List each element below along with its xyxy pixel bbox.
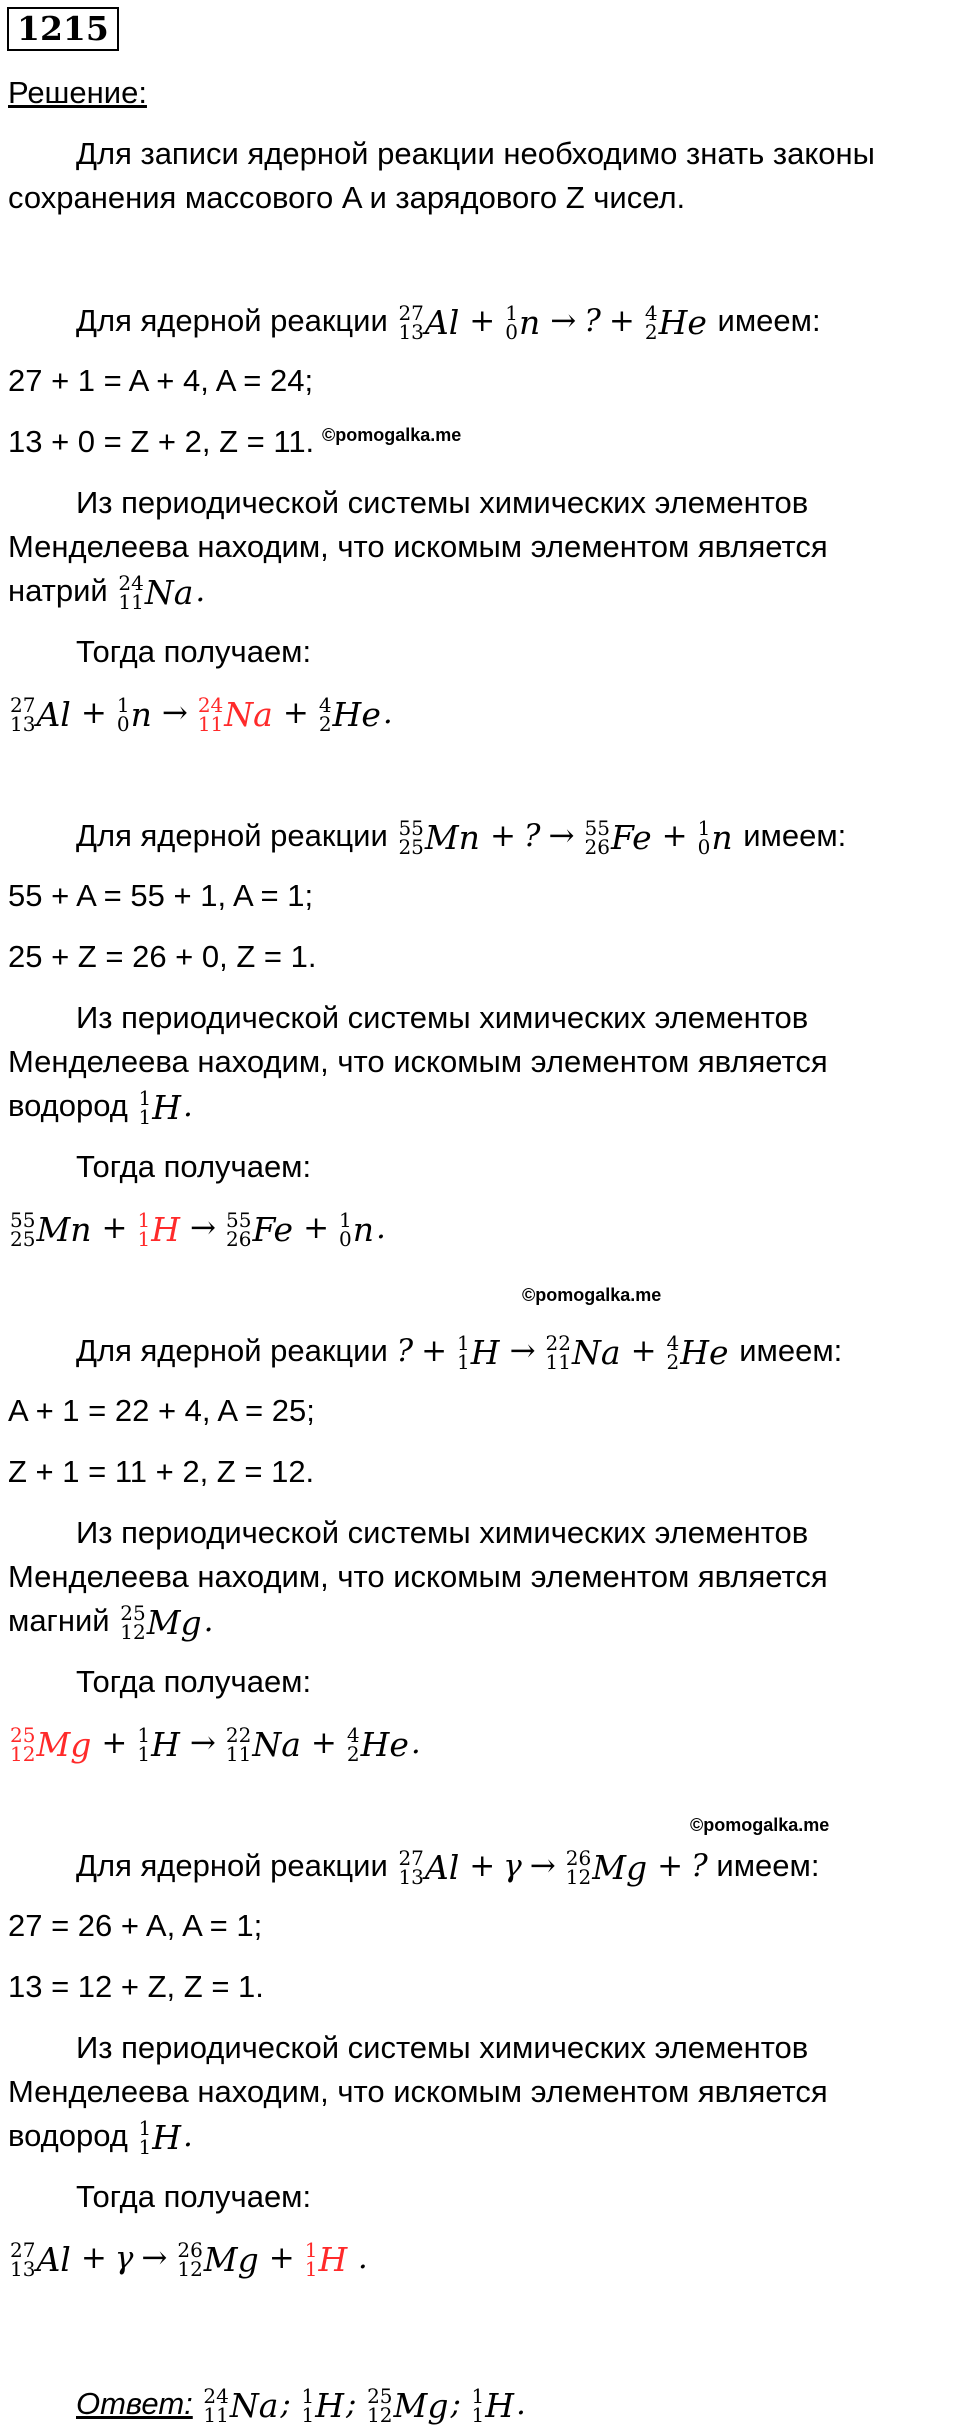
mass-number: 1	[137, 1207, 151, 1232]
mass-number: 26	[565, 1845, 592, 1870]
reaction-2-periodic-1: Из периодической системы химических элементов	[76, 1000, 809, 1035]
atomic-number: 1	[304, 2256, 318, 2281]
element-symbol: Na	[572, 1332, 621, 1372]
reaction-4-charge-equation: 13 = 12 + Z, Z = 1.	[8, 1969, 264, 2004]
atomic-number: 26	[225, 1226, 252, 1251]
nuclide-mn	[10, 1207, 92, 1251]
nuclide-n	[339, 1207, 374, 1251]
reaction-2-charge-equation: 25 + Z = 26 + 0, Z = 1.	[8, 939, 317, 974]
math-symbol: .	[203, 1603, 214, 1639]
element-symbol: H	[151, 1209, 180, 1249]
element-symbol: H	[315, 2385, 344, 2425]
mass-number: 27	[398, 300, 424, 325]
reaction-1-periodic-2: Менделеева находим, что искомым элементом является	[8, 529, 828, 564]
atomic-number: 12	[565, 1864, 592, 1889]
mass-number: 1	[697, 815, 711, 840]
element-symbol: Na	[229, 2385, 279, 2425]
nuclide-he	[319, 692, 381, 736]
mass-number: 55	[584, 815, 610, 840]
math-symbol: +	[661, 818, 688, 854]
nuclide-h	[137, 1722, 180, 1766]
math-symbol: γ	[114, 2240, 134, 2276]
element-symbol: Fe	[252, 1209, 294, 1249]
nuclide-h	[139, 1085, 182, 1129]
element-symbol: Na	[144, 572, 194, 612]
nuclide-fe	[226, 1207, 293, 1251]
math-symbol: +	[469, 303, 496, 339]
math-symbol: +	[282, 695, 309, 731]
math-symbol: ?	[584, 303, 601, 339]
element-symbol: n	[352, 1209, 375, 1249]
element-symbol: Mg	[393, 2385, 449, 2425]
nuclide-na22	[226, 1722, 301, 1766]
element-name: водород	[8, 2118, 128, 2153]
reaction-2-result	[8, 1207, 386, 1251]
statement-label: Для ядерной реакции	[76, 1848, 388, 1883]
nuclide-he	[667, 1330, 729, 1374]
nuclide-al	[10, 2237, 71, 2281]
nuclide-mg25	[10, 1722, 91, 1766]
statement-label: Для ядерной реакции	[76, 818, 388, 853]
element-symbol: H	[470, 1332, 500, 1372]
nuclide-fe	[585, 815, 652, 859]
element-symbol: He	[360, 1724, 409, 1764]
element-name: натрий	[8, 573, 108, 608]
element-symbol: Al	[424, 302, 460, 342]
mass-number: 27	[10, 692, 36, 717]
element-symbol: Al	[424, 1847, 460, 1887]
atomic-number: 13	[10, 711, 36, 736]
mass-number: 27	[398, 1845, 424, 1870]
element-symbol: Al	[36, 2239, 71, 2279]
element-symbol: Al	[36, 694, 71, 734]
reaction-2-periodic-2: Менделеева находим, что искомым элементом является	[8, 1044, 828, 1079]
math-symbol: +	[469, 1848, 496, 1884]
math-symbol: +	[310, 1725, 337, 1761]
statement-suffix: имеем:	[716, 1848, 820, 1883]
nuclide-mg25	[120, 1600, 201, 1644]
math-symbol: →	[550, 303, 577, 339]
atomic-number: 11	[545, 1349, 571, 1374]
reaction-2-statement	[76, 815, 846, 859]
watermark: ©pomogalka.me	[522, 1285, 662, 1305]
math-symbol: ;	[280, 2386, 291, 2422]
atomic-number: 2	[318, 711, 332, 736]
statement-label: Для ядерной реакции	[76, 1333, 388, 1368]
element-name: магний	[8, 1603, 110, 1638]
atomic-number: 11	[197, 711, 224, 736]
element-symbol: H	[151, 1724, 180, 1764]
math-symbol: .	[357, 2240, 368, 2276]
reaction-3-result	[8, 1722, 421, 1766]
math-symbol: .	[183, 2118, 193, 2154]
element-symbol: Mg	[592, 1847, 648, 1887]
math-symbol: →	[190, 1210, 216, 1246]
mass-number: 22	[225, 1722, 252, 1747]
mass-number: 25	[367, 2383, 393, 2408]
element-symbol: H	[152, 1087, 182, 1127]
atomic-number: 1	[137, 1741, 151, 1766]
reaction-1-statement	[76, 300, 821, 344]
math-symbol: ;	[346, 2386, 357, 2422]
atomic-number: 2	[666, 1349, 680, 1374]
nuclide-na	[118, 570, 193, 614]
nuclide-mg25	[367, 2383, 448, 2427]
atomic-number: 0	[505, 319, 518, 344]
answer-line	[76, 2383, 526, 2427]
reaction-4-then: Тогда получаем:	[76, 2179, 312, 2214]
nuclide-al	[10, 692, 71, 736]
atomic-number: 1	[137, 1226, 151, 1251]
intro-line-1: Для записи ядерной реакции необходимо знать законы	[76, 136, 875, 171]
mass-number: 27	[10, 2237, 36, 2262]
mass-number: 4	[666, 1330, 680, 1355]
math-symbol: +	[608, 303, 635, 339]
mass-number: 1	[138, 2115, 152, 2140]
mass-number: 55	[10, 1207, 36, 1232]
nuclide-h	[472, 2383, 515, 2427]
mass-number: 1	[471, 2383, 485, 2408]
math-symbol: →	[548, 818, 575, 854]
element-symbol: Fe	[610, 817, 652, 857]
mass-number: 4	[318, 692, 332, 717]
mass-number: 22	[545, 1330, 571, 1355]
mass-number: 24	[203, 2383, 229, 2408]
nuclide-mn	[398, 815, 480, 859]
intro-line-2: сохранения массового A и зарядового Z чисел.	[8, 180, 686, 215]
nuclide-al	[398, 300, 459, 344]
reaction-1-charge-equation: 13 + 0 = Z + 2, Z = 11.	[8, 424, 315, 459]
nuclide-h	[301, 2383, 344, 2427]
element-symbol: Na	[224, 694, 273, 734]
statement-suffix: имеем:	[739, 1333, 843, 1368]
reaction-3-charge-equation: Z + 1 = 11 + 2, Z = 12.	[8, 1454, 315, 1489]
atomic-number: 12	[367, 2402, 393, 2427]
element-symbol: Na	[252, 1724, 301, 1764]
math-symbol: +	[489, 818, 516, 854]
math-symbol: →	[509, 1333, 536, 1369]
math-symbol: +	[421, 1333, 448, 1369]
mass-number: 1	[138, 1085, 152, 1110]
math-symbol: →	[529, 1848, 556, 1884]
element-symbol: H	[152, 2117, 182, 2157]
reaction-4-result	[8, 2237, 368, 2281]
statement-suffix: имеем:	[743, 818, 847, 853]
reaction-3-mass-equation: A + 1 = 22 + 4, A = 25;	[8, 1393, 315, 1428]
reaction-2-element	[8, 1085, 193, 1129]
atomic-number: 12	[177, 2256, 203, 2281]
watermark: ©pomogalka.me	[322, 425, 462, 445]
mass-number: 4	[346, 1722, 360, 1747]
mass-number: 4	[644, 300, 658, 325]
math-symbol: →	[161, 695, 188, 731]
atomic-number: 13	[10, 2256, 36, 2281]
element-symbol: Mg	[203, 2239, 259, 2279]
atomic-number: 25	[398, 834, 424, 859]
math-symbol: +	[268, 2240, 295, 2276]
mass-number: 1	[301, 2383, 315, 2408]
atomic-number: 13	[398, 319, 424, 344]
reaction-1-periodic-1: Из периодической системы химических элементов	[76, 485, 809, 520]
nuclide-na	[198, 692, 273, 736]
atomic-number: 1	[301, 2402, 315, 2427]
nuclide-na	[203, 2383, 278, 2427]
mass-number: 1	[304, 2237, 318, 2262]
nuclide-h	[305, 2237, 348, 2281]
reaction-1-element	[8, 570, 205, 614]
element-symbol: He	[658, 302, 707, 342]
element-symbol: n	[130, 694, 152, 734]
math-symbol: +	[630, 1333, 657, 1369]
atomic-number: 0	[116, 711, 130, 736]
statement-label: Для ядерной реакции	[76, 303, 388, 338]
math-symbol: γ	[503, 1848, 522, 1884]
mass-number: 1	[339, 1207, 352, 1232]
nuclide-na22	[546, 1330, 621, 1374]
atomic-number: 12	[120, 1619, 146, 1644]
mass-number: 25	[10, 1722, 36, 1747]
element-symbol: Mn	[36, 1209, 92, 1249]
reaction-1-then: Тогда получаем:	[76, 634, 312, 669]
nuclide-h	[457, 1330, 500, 1374]
atomic-number: 11	[225, 1741, 252, 1766]
atomic-number: 1	[138, 1104, 152, 1129]
mass-number: 25	[120, 1600, 146, 1625]
statement-suffix: имеем:	[717, 303, 821, 338]
element-symbol: He	[332, 694, 381, 734]
reaction-4-element	[8, 2115, 193, 2159]
math-symbol: .	[382, 695, 393, 731]
element-symbol: Mg	[146, 1602, 202, 1642]
reaction-4-mass-equation: 27 = 26 + A, A = 1;	[8, 1908, 263, 1943]
math-symbol: .	[410, 1725, 421, 1761]
nuclide-mg26	[177, 2237, 258, 2281]
reaction-3-element	[8, 1600, 213, 1644]
atomic-number: 12	[10, 1741, 36, 1766]
math-symbol: ?	[691, 1848, 708, 1884]
math-symbol: +	[101, 1725, 128, 1761]
reaction-3-statement	[76, 1330, 842, 1374]
mass-number: 24	[197, 692, 224, 717]
element-name: водород	[8, 1088, 128, 1123]
reaction-1-mass-equation: 27 + 1 = A + 4, A = 24;	[8, 363, 314, 398]
mass-number: 1	[505, 300, 518, 325]
nuclide-n	[117, 692, 152, 736]
reaction-2-mass-equation: 55 + A = 55 + 1, A = 1;	[8, 878, 314, 913]
nuclide-he	[645, 300, 707, 344]
mass-number: 24	[118, 570, 144, 595]
mass-number: 55	[225, 1207, 252, 1232]
reaction-4-statement	[76, 1845, 819, 1889]
element-symbol: He	[680, 1332, 729, 1372]
reaction-4-periodic-2: Менделеева находим, что искомым элементом является	[8, 2074, 828, 2109]
element-symbol: H	[318, 2239, 348, 2279]
nuclide-n	[698, 815, 733, 859]
reaction-2-then: Тогда получаем:	[76, 1149, 312, 1184]
math-symbol: ;	[450, 2386, 461, 2422]
reaction-3-periodic-2: Менделеева находим, что искомым элементом является	[8, 1559, 828, 1594]
math-symbol: +	[657, 1848, 684, 1884]
atomic-number: 11	[118, 589, 144, 614]
answer-label: Ответ:	[76, 2386, 193, 2421]
element-symbol: Mg	[36, 1724, 92, 1764]
atomic-number: 0	[697, 834, 711, 859]
math-symbol: ?	[396, 1333, 414, 1369]
nuclide-he	[347, 1722, 409, 1766]
solution-heading: Решение:	[8, 75, 147, 110]
math-symbol: +	[303, 1210, 330, 1246]
element-symbol: Mn	[424, 817, 480, 857]
mass-number: 1	[116, 692, 130, 717]
reaction-4-periodic-1: Из периодической системы химических элементов	[76, 2030, 809, 2065]
watermark: ©pomogalka.me	[690, 1815, 830, 1835]
atomic-number: 11	[203, 2402, 229, 2427]
atomic-number: 1	[457, 1349, 470, 1374]
nuclide-h	[139, 2115, 182, 2159]
atomic-number: 0	[339, 1226, 352, 1251]
math-symbol: ?	[523, 818, 541, 854]
atomic-number: 1	[471, 2402, 485, 2427]
nuclide-al	[398, 1845, 459, 1889]
reaction-1-result	[8, 692, 393, 736]
math-symbol: +	[101, 1210, 128, 1246]
reaction-3-periodic-1: Из периодической системы химических элементов	[76, 1515, 809, 1550]
atomic-number: 2	[346, 1741, 360, 1766]
math-symbol: →	[189, 1725, 216, 1761]
reaction-3-then: Тогда получаем:	[76, 1664, 312, 1699]
element-symbol: n	[519, 302, 541, 342]
math-symbol: .	[516, 2386, 526, 2422]
mass-number: 26	[177, 2237, 203, 2262]
nuclide-mg26	[566, 1845, 647, 1889]
atomic-number: 2	[644, 319, 658, 344]
math-symbol: .	[183, 1088, 193, 1124]
mass-number: 55	[398, 815, 424, 840]
atomic-number: 1	[138, 2134, 152, 2159]
math-symbol: +	[80, 2240, 107, 2276]
math-symbol: →	[141, 2240, 168, 2276]
mass-number: 1	[137, 1722, 151, 1747]
problem-number: 1215	[7, 7, 119, 51]
nuclide-n	[505, 300, 540, 344]
mass-number: 1	[457, 1330, 470, 1355]
atomic-number: 26	[584, 834, 610, 859]
math-symbol: .	[195, 573, 206, 609]
element-symbol: n	[711, 817, 733, 857]
atomic-number: 25	[10, 1226, 36, 1251]
math-symbol: +	[80, 695, 107, 731]
math-symbol: .	[376, 1210, 386, 1246]
nuclide-h	[137, 1207, 180, 1251]
element-symbol: H	[485, 2385, 515, 2425]
atomic-number: 13	[398, 1864, 424, 1889]
